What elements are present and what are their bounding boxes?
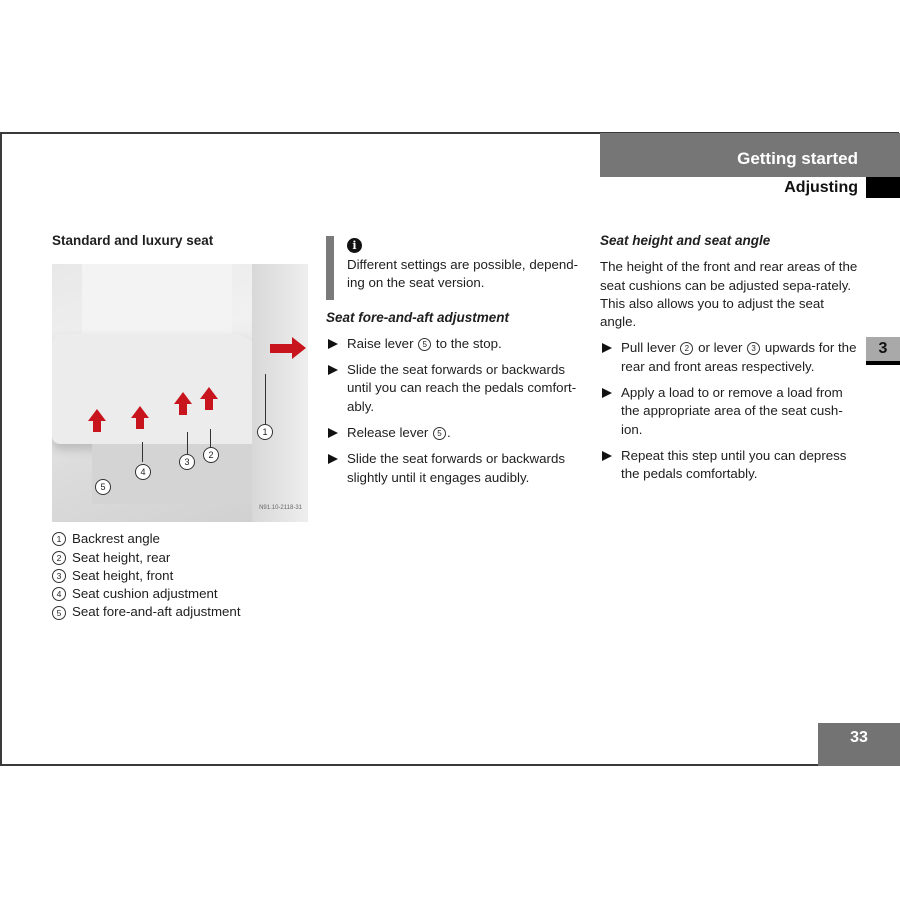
leader-line [142, 442, 143, 462]
chapter-header [600, 133, 900, 177]
column-seat-overview [52, 232, 310, 622]
number-circle-icon: 2 [680, 342, 693, 355]
number-circle-icon: 2 [52, 551, 66, 565]
step-item: Slide the seat forwards or backwards slightly until it engages audibly. [326, 450, 588, 487]
seat-illustration [52, 264, 308, 522]
step-item: Raise lever 5 to the stop. [326, 335, 588, 353]
triangle-bullet-icon [602, 343, 612, 353]
step-item: Repeat this step until you can depress the pedals comfortably. [600, 447, 858, 484]
column-fore-aft [326, 232, 588, 495]
seat-base-shape [92, 444, 252, 504]
arrow-up-icon [131, 406, 149, 418]
legend-label: Seat fore-and-aft adjustment [72, 604, 241, 620]
height-angle-heading: Seat height and seat angle [600, 233, 771, 248]
legend-item [52, 530, 310, 548]
step-item: Apply a load to or remove a load from the appropriate area of the seat cush-ion. [600, 384, 858, 439]
number-circle-icon: 1 [52, 532, 66, 546]
seat-backrest-shape [82, 264, 232, 344]
callout-4: 4 [135, 464, 151, 480]
leader-line [187, 432, 188, 454]
legend-item [52, 603, 310, 621]
step-item: Release lever 5 . [326, 424, 588, 442]
door-shape [252, 264, 308, 522]
seat-heading: Standard and luxury seat [52, 233, 214, 248]
leader-line [265, 374, 266, 424]
number-circle-icon: 5 [52, 606, 66, 620]
triangle-bullet-icon [602, 388, 612, 398]
legend-label: Backrest angle [72, 531, 160, 547]
callout-5: 5 [95, 479, 111, 495]
figure-code: N91.10-2118-31 [259, 505, 302, 511]
callout-3: 3 [179, 454, 195, 470]
callout-2: 2 [203, 447, 219, 463]
legend-label: Seat height, front [72, 567, 174, 583]
number-circle-icon: 5 [433, 427, 446, 440]
leader-line [210, 429, 211, 449]
seat-cushion-shape [52, 334, 262, 444]
triangle-bullet-icon [328, 454, 338, 464]
figure-legend [52, 530, 310, 621]
legend-item [52, 549, 310, 567]
intro-paragraph: The height of the front and rear areas of the seat cushions can be adjusted sepa-rately. This also allows you to adjust the seat angle. [600, 259, 858, 330]
legend-item [52, 585, 310, 603]
legend-item [52, 567, 310, 585]
column-height-angle [600, 232, 858, 492]
number-circle-icon: 3 [747, 342, 760, 355]
step-item: Pull lever 2 or lever 3 upwards for the rear and front areas respectively. [600, 339, 858, 376]
note-text: Different settings are possible, depend-ing on the seat version. [347, 257, 579, 291]
number-circle-icon: 3 [52, 569, 66, 583]
triangle-bullet-icon [328, 365, 338, 375]
number-circle-icon: 5 [418, 338, 431, 351]
fore-aft-heading: Seat fore-and-aft adjustment [326, 309, 510, 325]
info-icon: i [347, 238, 362, 253]
arrow-up-icon [88, 409, 106, 421]
callout-1: 1 [257, 424, 273, 440]
triangle-bullet-icon [602, 451, 612, 461]
note-bar [326, 236, 334, 300]
triangle-bullet-icon [328, 428, 338, 438]
legend-label: Seat height, rear [72, 549, 171, 565]
section-marker-block [866, 177, 900, 198]
arrow-up-icon [174, 392, 192, 404]
triangle-bullet-icon [328, 339, 338, 349]
step-item: Slide the seat forwards or backwards until you can reach the pedals comfort-ably. [326, 361, 588, 416]
number-circle-icon: 4 [52, 587, 66, 601]
section-title: Adjusting [784, 179, 858, 196]
chapter-tab: 3 [866, 337, 900, 365]
arrow-backrest-icon [270, 344, 292, 353]
info-note [326, 232, 588, 293]
chapter-title: Getting started [737, 149, 858, 168]
legend-label: Seat cushion adjustment [72, 586, 218, 602]
page-number: 33 [818, 723, 900, 766]
arrow-up-icon [200, 387, 218, 399]
